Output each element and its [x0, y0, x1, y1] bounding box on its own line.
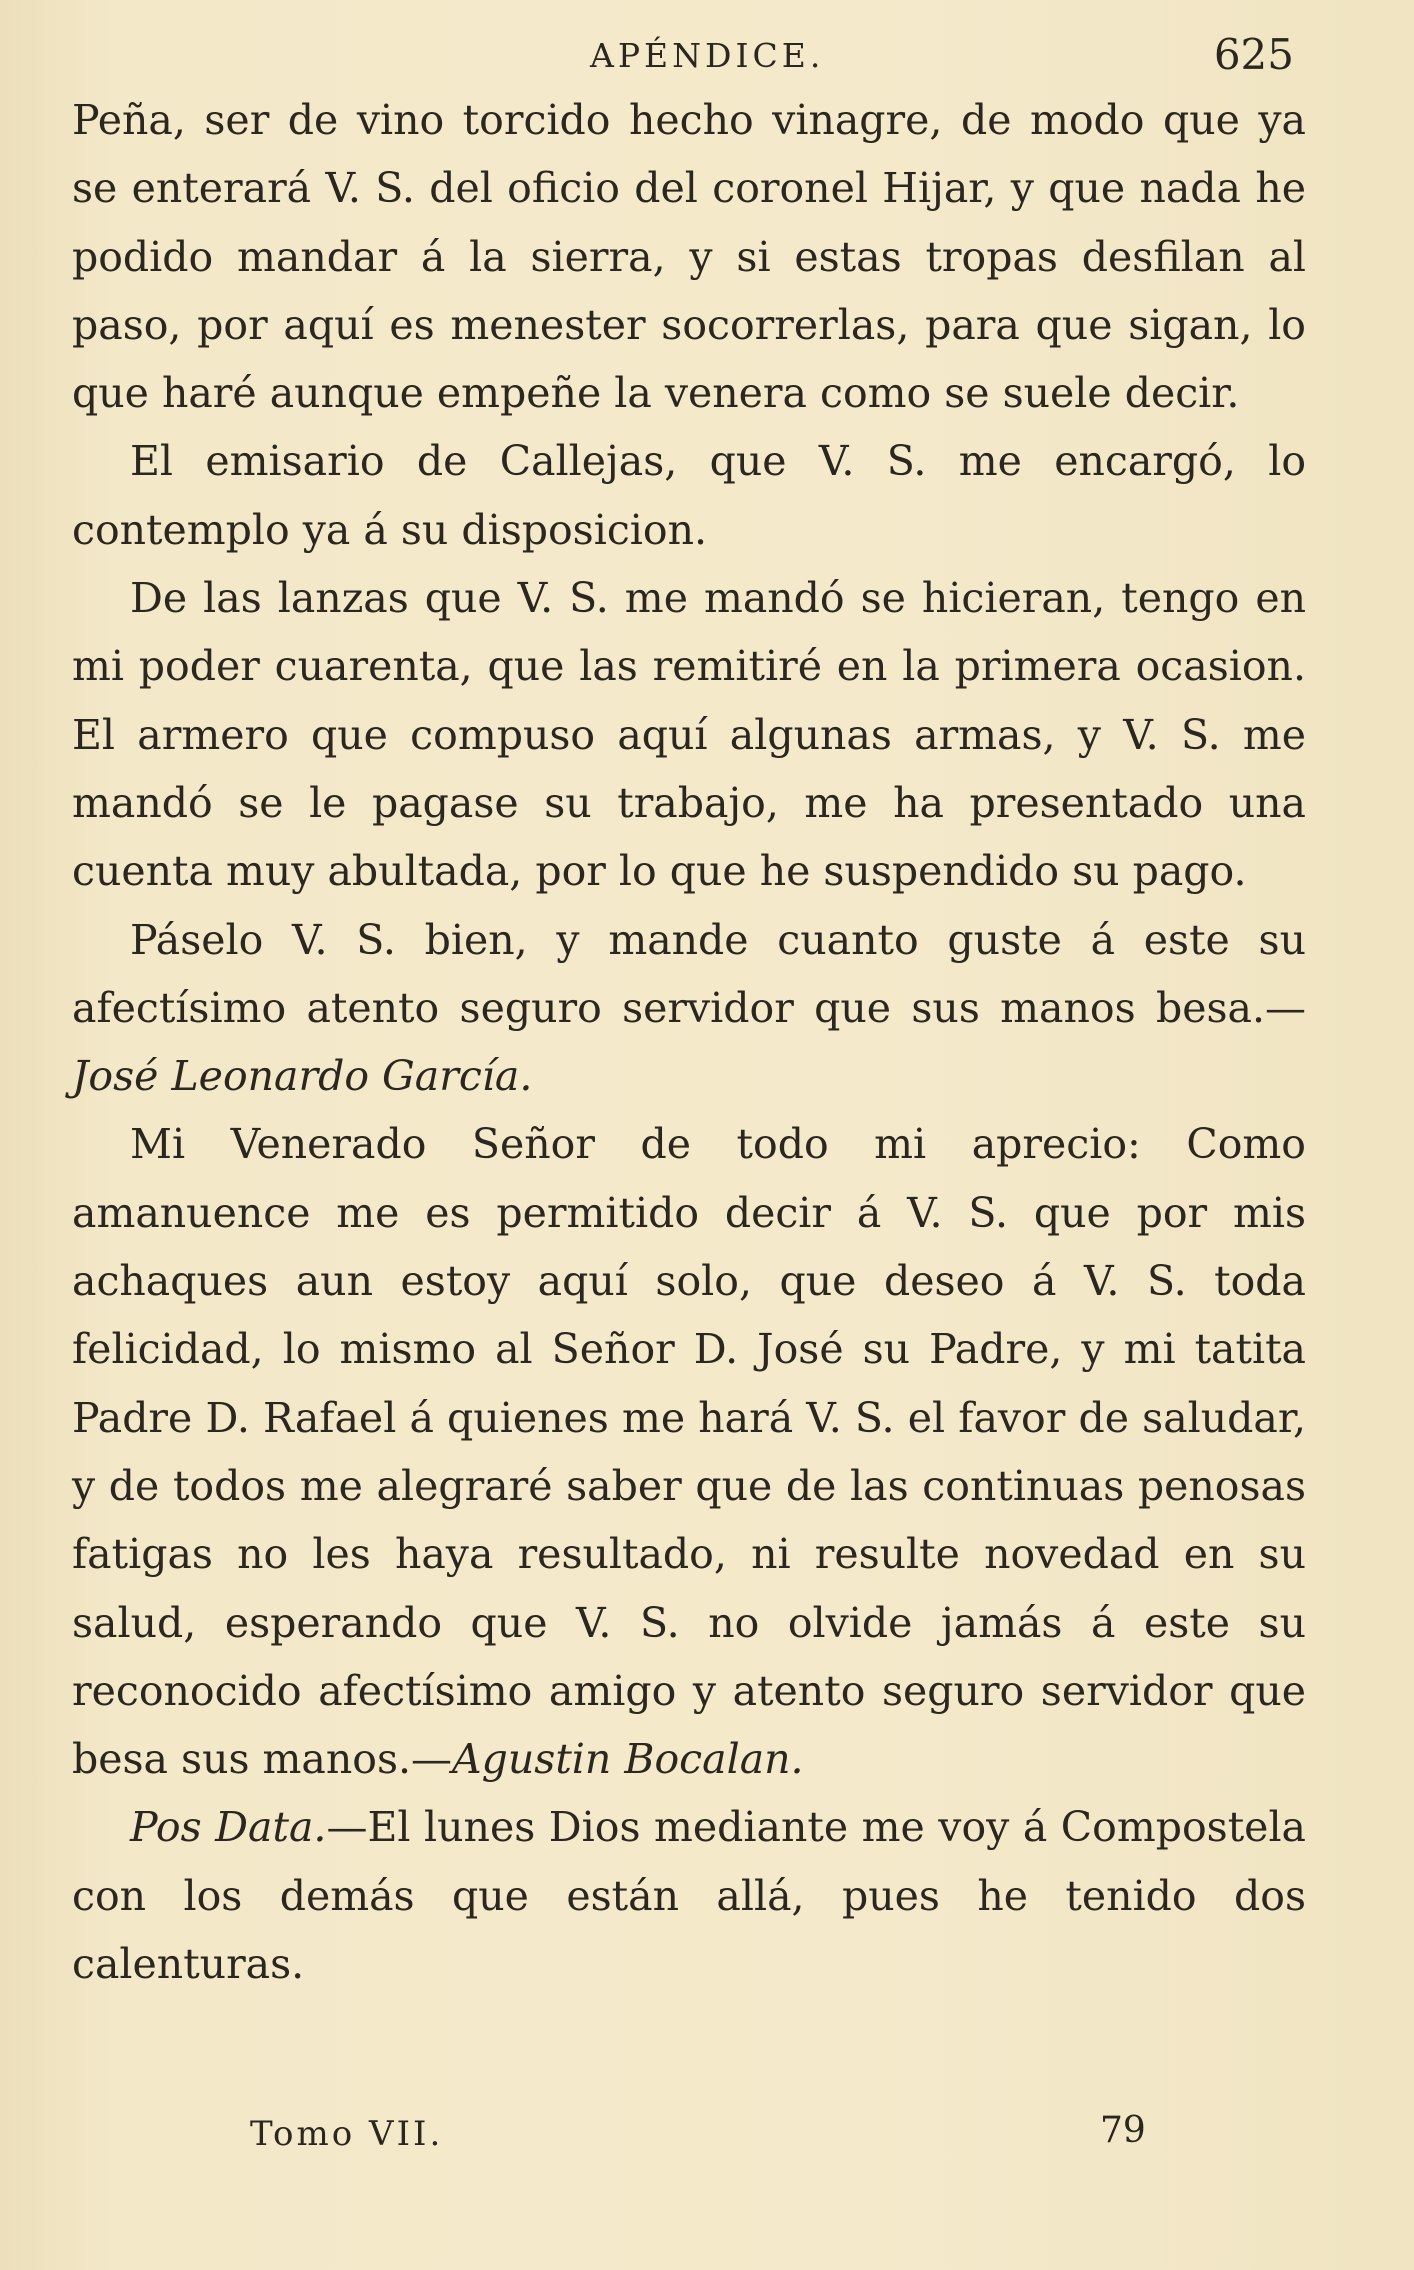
- running-title: APÉNDICE.: [590, 36, 825, 75]
- paragraph-text: Páselo V. S. bien, y mande cuanto guste á este su afectísimo atento seguro servidor que sus manos besa.—: [72, 915, 1306, 1032]
- signature-agustin-bocalan: Agustin Bocalan.: [452, 1735, 804, 1784]
- paragraph: [72, 427, 1306, 564]
- page-number: 625: [1213, 30, 1294, 79]
- paragraph-text: De las lanzas que V. S. me mandó se hicieran, tengo en mi poder cuarenta, que las remitiré en la primera ocasion. El armero que compuso aquí algunas armas, y V. S. me mandó se le pagase su trabajo, me ha presentado una cuenta muy abultada, por lo que he suspendido su pago.: [72, 574, 1306, 896]
- paragraph: [72, 564, 1306, 905]
- paragraph: [72, 1110, 1306, 1793]
- postscript-text: —El lunes Dios mediante me voy á Compostela con los demás que están allá, pues he tenido dos calenturas.: [72, 1803, 1307, 1989]
- postscript: [72, 1793, 1306, 1998]
- running-head: [0, 30, 1414, 80]
- body-text: [72, 86, 1306, 1998]
- paragraph-text: El emisario de Callejas, que V. S. me encargó, lo contemplo ya á su disposicion.: [72, 437, 1306, 554]
- postscript-lead: Pos Data.: [130, 1803, 327, 1852]
- volume-label: Tomo VII.: [250, 2114, 444, 2154]
- paragraph-text: Mi Venerado Señor de todo mi aprecio: Como amanuence me es permitido decir á V. S. que por mis achaques aun estoy aquí solo, que deseo á V. S. toda felicidad, lo mismo al Señor D. José su Padre, y mi tatita Padre D. Rafael á quienes me hará V. S. el favor de saludar, y de todos me alegraré saber que de las continuas penosas fatigas no les haya resultado, ni resulte novedad en su salud, esperando que V. S. no olvide jamás á este su reconocido afectísimo amigo y atento seguro servidor que besa sus manos.—: [72, 1120, 1306, 1784]
- signature-mark: 79: [1100, 2110, 1146, 2151]
- paragraph: [72, 906, 1306, 1111]
- page-footer: [0, 2110, 1414, 2164]
- paragraph-text: Peña, ser de vino torcido hecho vinagre, de modo que ya se enterará V. S. del oficio del coronel Hijar, y que nada he podido mandar á la sierra, y si estas tropas desfilan al paso, por aquí es menester socorrerlas, para que sigan, lo que haré aunque empeñe la venera como se suele decir.: [72, 96, 1306, 418]
- paragraph-continuation: [72, 86, 1306, 427]
- signature-jose-leonardo-garcia: José Leonardo García.: [72, 1052, 533, 1101]
